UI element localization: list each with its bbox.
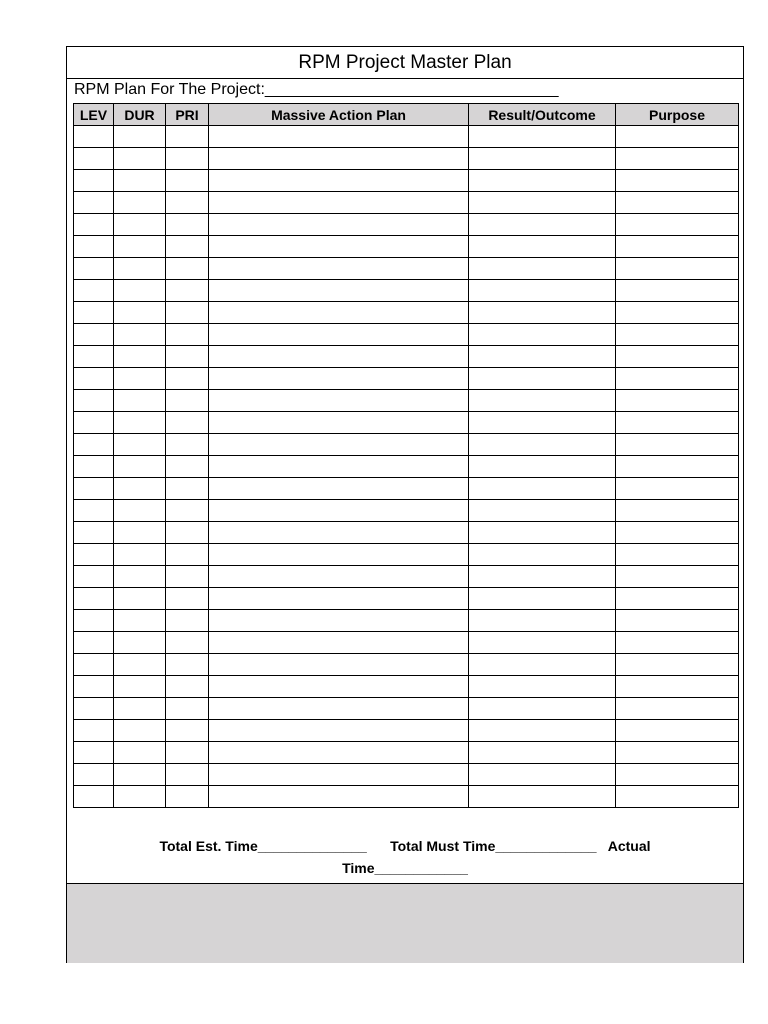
cell-purpose[interactable] xyxy=(616,632,739,654)
cell-pri[interactable] xyxy=(166,764,209,786)
cell-massive-action-plan[interactable] xyxy=(209,654,469,676)
table-row xyxy=(74,412,739,434)
cell-pri[interactable] xyxy=(166,236,209,258)
cell-lev[interactable] xyxy=(74,170,114,192)
cell-massive-action-plan[interactable] xyxy=(209,478,469,500)
cell-massive-action-plan[interactable] xyxy=(209,236,469,258)
cell-pri[interactable] xyxy=(166,632,209,654)
cell-lev[interactable] xyxy=(74,346,114,368)
cell-purpose[interactable] xyxy=(616,522,739,544)
cell-purpose[interactable] xyxy=(616,786,739,808)
cell-pri[interactable] xyxy=(166,368,209,390)
cell-pri[interactable] xyxy=(166,786,209,808)
cell-lev[interactable] xyxy=(74,192,114,214)
table-row xyxy=(74,544,739,566)
actual-label: Actual xyxy=(607,838,651,854)
cell-lev[interactable] xyxy=(74,236,114,258)
cell-massive-action-plan[interactable] xyxy=(209,764,469,786)
cell-dur[interactable] xyxy=(114,632,166,654)
cell-massive-action-plan[interactable] xyxy=(209,588,469,610)
table-body xyxy=(74,126,739,808)
notes-box xyxy=(67,883,743,963)
cell-result-outcome[interactable] xyxy=(469,566,616,588)
table-row xyxy=(74,698,739,720)
cell-dur[interactable] xyxy=(114,654,166,676)
cell-lev[interactable] xyxy=(74,786,114,808)
cell-result-outcome[interactable] xyxy=(469,610,616,632)
cell-massive-action-plan[interactable] xyxy=(209,500,469,522)
cell-lev[interactable] xyxy=(74,654,114,676)
cell-pri[interactable] xyxy=(166,390,209,412)
cell-purpose[interactable] xyxy=(616,390,739,412)
cell-result-outcome[interactable] xyxy=(469,742,616,764)
cell-massive-action-plan[interactable] xyxy=(209,192,469,214)
cell-result-outcome[interactable] xyxy=(469,346,616,368)
cell-pri[interactable] xyxy=(166,654,209,676)
column-header-massive-action-plan: Massive Action Plan xyxy=(209,104,469,126)
cell-massive-action-plan[interactable] xyxy=(209,214,469,236)
cell-pri[interactable] xyxy=(166,522,209,544)
table-row xyxy=(74,324,739,346)
cell-massive-action-plan[interactable] xyxy=(209,412,469,434)
cell-result-outcome[interactable] xyxy=(469,764,616,786)
cell-massive-action-plan[interactable] xyxy=(209,610,469,632)
actual-time-field[interactable]: Time____________ xyxy=(342,860,468,876)
cell-massive-action-plan[interactable] xyxy=(209,632,469,654)
cell-dur[interactable] xyxy=(114,742,166,764)
cell-dur[interactable] xyxy=(114,544,166,566)
cell-result-outcome[interactable] xyxy=(469,544,616,566)
total-est-time-field[interactable]: Total Est. Time______________ xyxy=(159,838,367,854)
cell-pri[interactable] xyxy=(166,544,209,566)
table-row xyxy=(74,214,739,236)
total-must-time-field[interactable]: Total Must Time_____________ xyxy=(390,838,597,854)
table-row xyxy=(74,500,739,522)
cell-pri[interactable] xyxy=(166,126,209,148)
cell-pri[interactable] xyxy=(166,698,209,720)
cell-purpose[interactable] xyxy=(616,148,739,170)
cell-dur[interactable] xyxy=(114,610,166,632)
cell-lev[interactable] xyxy=(74,742,114,764)
cell-result-outcome[interactable] xyxy=(469,588,616,610)
table-row xyxy=(74,258,739,280)
cell-massive-action-plan[interactable] xyxy=(209,346,469,368)
table-row xyxy=(74,588,739,610)
cell-lev[interactable] xyxy=(74,720,114,742)
cell-pri[interactable] xyxy=(166,170,209,192)
column-header-result-outcome: Result/Outcome xyxy=(469,104,616,126)
table-row xyxy=(74,720,739,742)
cell-massive-action-plan[interactable] xyxy=(209,170,469,192)
cell-dur[interactable] xyxy=(114,434,166,456)
cell-pri[interactable] xyxy=(166,192,209,214)
cell-purpose[interactable] xyxy=(616,500,739,522)
cell-lev[interactable] xyxy=(74,566,114,588)
cell-result-outcome[interactable] xyxy=(469,214,616,236)
cell-pri[interactable] xyxy=(166,148,209,170)
cell-purpose[interactable] xyxy=(616,720,739,742)
cell-lev[interactable] xyxy=(74,632,114,654)
table-header-row xyxy=(74,104,739,126)
table-row xyxy=(74,346,739,368)
cell-dur[interactable] xyxy=(114,588,166,610)
cell-massive-action-plan[interactable] xyxy=(209,676,469,698)
cell-dur[interactable] xyxy=(114,698,166,720)
cell-result-outcome[interactable] xyxy=(469,126,616,148)
cell-result-outcome[interactable] xyxy=(469,412,616,434)
cell-purpose[interactable] xyxy=(616,566,739,588)
cell-result-outcome[interactable] xyxy=(469,676,616,698)
cell-lev[interactable] xyxy=(74,280,114,302)
table-row xyxy=(74,434,739,456)
cell-lev[interactable] xyxy=(74,764,114,786)
cell-purpose[interactable] xyxy=(616,280,739,302)
table-row xyxy=(74,302,739,324)
table-row xyxy=(74,148,739,170)
cell-dur[interactable] xyxy=(114,236,166,258)
cell-lev[interactable] xyxy=(74,698,114,720)
cell-dur[interactable] xyxy=(114,192,166,214)
cell-pri[interactable] xyxy=(166,588,209,610)
cell-result-outcome[interactable] xyxy=(469,324,616,346)
cell-massive-action-plan[interactable] xyxy=(209,390,469,412)
cell-lev[interactable] xyxy=(74,368,114,390)
cell-pri[interactable] xyxy=(166,412,209,434)
cell-massive-action-plan[interactable] xyxy=(209,720,469,742)
cell-pri[interactable] xyxy=(166,720,209,742)
column-header-dur: DUR xyxy=(114,104,166,126)
cell-result-outcome[interactable] xyxy=(469,786,616,808)
cell-massive-action-plan[interactable] xyxy=(209,148,469,170)
cell-pri[interactable] xyxy=(166,434,209,456)
cell-massive-action-plan[interactable] xyxy=(209,302,469,324)
cell-pri[interactable] xyxy=(166,500,209,522)
cell-lev[interactable] xyxy=(74,610,114,632)
cell-result-outcome[interactable] xyxy=(469,390,616,412)
table-row xyxy=(74,522,739,544)
cell-lev[interactable] xyxy=(74,214,114,236)
cell-pri[interactable] xyxy=(166,566,209,588)
table-row xyxy=(74,170,739,192)
table-row xyxy=(74,236,739,258)
cell-lev[interactable] xyxy=(74,412,114,434)
cell-purpose[interactable] xyxy=(616,214,739,236)
table-row xyxy=(74,456,739,478)
cell-lev[interactable] xyxy=(74,434,114,456)
cell-massive-action-plan[interactable] xyxy=(209,368,469,390)
table-row xyxy=(74,280,739,302)
cell-massive-action-plan[interactable] xyxy=(209,280,469,302)
cell-massive-action-plan[interactable] xyxy=(209,786,469,808)
cell-pri[interactable] xyxy=(166,258,209,280)
cell-pri[interactable] xyxy=(166,346,209,368)
cell-result-outcome[interactable] xyxy=(469,654,616,676)
cell-dur[interactable] xyxy=(114,412,166,434)
cell-dur[interactable] xyxy=(114,214,166,236)
table-row xyxy=(74,632,739,654)
cell-dur[interactable] xyxy=(114,324,166,346)
cell-lev[interactable] xyxy=(74,302,114,324)
cell-massive-action-plan[interactable] xyxy=(209,522,469,544)
cell-lev[interactable] xyxy=(74,390,114,412)
cell-dur[interactable] xyxy=(114,126,166,148)
cell-result-outcome[interactable] xyxy=(469,170,616,192)
cell-result-outcome[interactable] xyxy=(469,280,616,302)
cell-dur[interactable] xyxy=(114,566,166,588)
cell-pri[interactable] xyxy=(166,478,209,500)
cell-lev[interactable] xyxy=(74,148,114,170)
cell-pri[interactable] xyxy=(166,676,209,698)
cell-dur[interactable] xyxy=(114,500,166,522)
cell-result-outcome[interactable] xyxy=(469,148,616,170)
cell-lev[interactable] xyxy=(74,478,114,500)
cell-massive-action-plan[interactable] xyxy=(209,126,469,148)
cell-lev[interactable] xyxy=(74,588,114,610)
cell-purpose[interactable] xyxy=(616,368,739,390)
cell-massive-action-plan[interactable] xyxy=(209,566,469,588)
cell-result-outcome[interactable] xyxy=(469,192,616,214)
cell-dur[interactable] xyxy=(114,478,166,500)
cell-result-outcome[interactable] xyxy=(469,720,616,742)
cell-pri[interactable] xyxy=(166,456,209,478)
cell-lev[interactable] xyxy=(74,522,114,544)
table-row xyxy=(74,126,739,148)
table-row xyxy=(74,368,739,390)
cell-massive-action-plan[interactable] xyxy=(209,456,469,478)
cell-dur[interactable] xyxy=(114,346,166,368)
cell-massive-action-plan[interactable] xyxy=(209,742,469,764)
cell-purpose[interactable] xyxy=(616,192,739,214)
cell-result-outcome[interactable] xyxy=(469,302,616,324)
cell-dur[interactable] xyxy=(114,148,166,170)
cell-purpose[interactable] xyxy=(616,610,739,632)
table-row xyxy=(74,786,739,808)
cell-dur[interactable] xyxy=(114,456,166,478)
cell-purpose[interactable] xyxy=(616,654,739,676)
cell-purpose[interactable] xyxy=(616,434,739,456)
cell-purpose[interactable] xyxy=(616,126,739,148)
cell-dur[interactable] xyxy=(114,522,166,544)
cell-dur[interactable] xyxy=(114,258,166,280)
cell-lev[interactable] xyxy=(74,126,114,148)
cell-dur[interactable] xyxy=(114,170,166,192)
cell-lev[interactable] xyxy=(74,258,114,280)
cell-result-outcome[interactable] xyxy=(469,500,616,522)
cell-pri[interactable] xyxy=(166,324,209,346)
cell-massive-action-plan[interactable] xyxy=(209,434,469,456)
cell-pri[interactable] xyxy=(166,610,209,632)
cell-result-outcome[interactable] xyxy=(469,698,616,720)
column-header-pri: PRI xyxy=(166,104,209,126)
table-row xyxy=(74,654,739,676)
plan-form xyxy=(66,46,744,963)
table-row xyxy=(74,192,739,214)
table-row xyxy=(74,610,739,632)
cell-result-outcome[interactable] xyxy=(469,632,616,654)
cell-purpose[interactable] xyxy=(616,478,739,500)
cell-massive-action-plan[interactable] xyxy=(209,324,469,346)
table-row xyxy=(74,478,739,500)
cell-purpose[interactable] xyxy=(616,544,739,566)
table-row xyxy=(74,390,739,412)
cell-dur[interactable] xyxy=(114,302,166,324)
cell-lev[interactable] xyxy=(74,500,114,522)
cell-purpose[interactable] xyxy=(616,258,739,280)
cell-purpose[interactable] xyxy=(616,346,739,368)
cell-purpose[interactable] xyxy=(616,456,739,478)
cell-purpose[interactable] xyxy=(616,698,739,720)
cell-massive-action-plan[interactable] xyxy=(209,544,469,566)
cell-pri[interactable] xyxy=(166,302,209,324)
cell-lev[interactable] xyxy=(74,676,114,698)
cell-dur[interactable] xyxy=(114,280,166,302)
table-row xyxy=(74,566,739,588)
cell-dur[interactable] xyxy=(114,786,166,808)
cell-result-outcome[interactable] xyxy=(469,434,616,456)
cell-result-outcome[interactable] xyxy=(469,258,616,280)
cell-result-outcome[interactable] xyxy=(469,368,616,390)
cell-purpose[interactable] xyxy=(616,742,739,764)
cell-purpose[interactable] xyxy=(616,324,739,346)
project-name-field[interactable]: RPM Plan For The Project:_________________________________ xyxy=(74,81,559,98)
cell-purpose[interactable] xyxy=(616,676,739,698)
table-row xyxy=(74,676,739,698)
cell-result-outcome[interactable] xyxy=(469,456,616,478)
column-header-lev: LEV xyxy=(74,104,114,126)
plan-table xyxy=(73,103,739,808)
cell-purpose[interactable] xyxy=(616,170,739,192)
cell-result-outcome[interactable] xyxy=(469,478,616,500)
cell-purpose[interactable] xyxy=(616,412,739,434)
cell-massive-action-plan[interactable] xyxy=(209,698,469,720)
cell-purpose[interactable] xyxy=(616,588,739,610)
cell-dur[interactable] xyxy=(114,676,166,698)
cell-pri[interactable] xyxy=(166,280,209,302)
cell-result-outcome[interactable] xyxy=(469,522,616,544)
totals-section xyxy=(67,835,743,879)
cell-lev[interactable] xyxy=(74,456,114,478)
cell-dur[interactable] xyxy=(114,368,166,390)
table-row xyxy=(74,764,739,786)
cell-massive-action-plan[interactable] xyxy=(209,258,469,280)
cell-dur[interactable] xyxy=(114,764,166,786)
cell-result-outcome[interactable] xyxy=(469,236,616,258)
cell-pri[interactable] xyxy=(166,214,209,236)
cell-dur[interactable] xyxy=(114,390,166,412)
column-header-purpose: Purpose xyxy=(616,104,739,126)
cell-purpose[interactable] xyxy=(616,302,739,324)
cell-dur[interactable] xyxy=(114,720,166,742)
table-row xyxy=(74,742,739,764)
cell-lev[interactable] xyxy=(74,544,114,566)
cell-purpose[interactable] xyxy=(616,236,739,258)
cell-purpose[interactable] xyxy=(616,764,739,786)
page-title: RPM Project Master Plan xyxy=(67,47,743,79)
cell-pri[interactable] xyxy=(166,742,209,764)
cell-lev[interactable] xyxy=(74,324,114,346)
